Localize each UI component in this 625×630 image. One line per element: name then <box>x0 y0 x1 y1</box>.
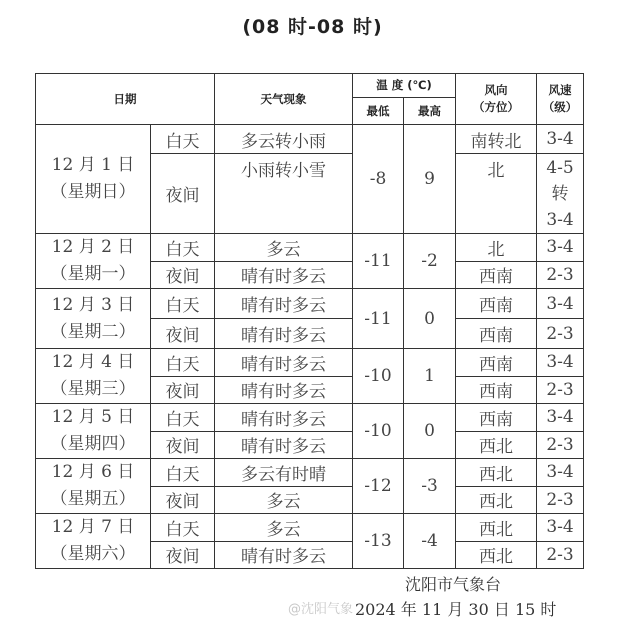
day1-night-label: 夜间 <box>151 154 215 234</box>
day1-night-wind-level-2: 转 <box>551 183 569 204</box>
day6-daytime-weather: 多云有时晴 <box>215 459 353 487</box>
day6-date-cell <box>36 459 151 514</box>
day7-night-label: 夜间 <box>151 541 215 569</box>
day7-night-weather: 晴有时多云 <box>215 541 353 569</box>
issue-time: 2024 年 11 月 30 日 15 时 <box>355 600 557 619</box>
day6-daytime-wind-direction: 西北 <box>456 459 537 487</box>
header-date: 日期 <box>36 74 215 125</box>
day4-min-temp: -10 <box>353 349 404 404</box>
day2-daytime-row <box>36 234 584 262</box>
day3-night-wind-direction: 西南 <box>456 319 537 349</box>
day5-night-wind-direction: 西北 <box>456 431 537 459</box>
day1-weekday: （星期日） <box>50 182 136 202</box>
day4-date-cell <box>36 349 151 404</box>
day5-night-wind-level: 2-3 <box>537 431 584 459</box>
day2-date-cell <box>36 234 151 289</box>
day6-min-temp: -12 <box>353 459 404 514</box>
header-wind-speed-line2: （级） <box>542 100 578 114</box>
day5-weekday: （星期四） <box>50 434 136 454</box>
day7-min-temp: -13 <box>353 514 404 569</box>
day7-daytime-weather: 多云 <box>215 514 353 542</box>
day3-daytime-wind-level: 3-4 <box>537 289 584 319</box>
day5-daytime-row <box>36 404 584 432</box>
day4-date: 12 月 4 日 <box>51 352 135 372</box>
day5-daytime-label: 白天 <box>151 404 215 432</box>
day6-daytime-label: 白天 <box>151 459 215 487</box>
day1-night-wind-level-3: 3-4 <box>546 209 574 230</box>
day1-daytime-wind-direction: 南转北 <box>456 125 537 154</box>
day5-daytime-wind-direction: 西南 <box>456 404 537 432</box>
day7-weekday: （星期六） <box>50 544 136 564</box>
day4-daytime-weather: 晴有时多云 <box>215 349 353 377</box>
day3-night-wind-level: 2-3 <box>537 319 584 349</box>
day5-max-temp: 0 <box>404 404 456 459</box>
day6-date: 12 月 6 日 <box>51 462 135 482</box>
day3-date-cell <box>36 289 151 349</box>
day3-min-temp: -11 <box>353 289 404 349</box>
header-wind-speed-line1: 风速 <box>548 83 572 97</box>
day2-min-temp: -11 <box>353 234 404 289</box>
day1-date: 12 月 1 日 <box>51 155 135 175</box>
day7-daytime-wind-level: 3-4 <box>537 514 584 542</box>
day4-max-temp: 1 <box>404 349 456 404</box>
day3-date: 12 月 3 日 <box>51 294 135 315</box>
day3-night-label: 夜间 <box>151 319 215 349</box>
day2-night-wind-direction: 西南 <box>456 261 537 289</box>
day4-night-label: 夜间 <box>151 376 215 404</box>
day5-date: 12 月 5 日 <box>51 407 135 427</box>
day2-daytime-weather: 多云 <box>215 234 353 262</box>
day2-daytime-wind-direction: 北 <box>456 234 537 262</box>
day7-daytime-label: 白天 <box>151 514 215 542</box>
day6-daytime-row <box>36 459 584 487</box>
day1-night-wind-direction: 北 <box>456 154 537 234</box>
day1-night-weather: 小雨转小雪 <box>215 154 353 234</box>
day4-daytime-wind-level: 3-4 <box>537 349 584 377</box>
day4-night-wind-direction: 西南 <box>456 376 537 404</box>
header-wind-speed <box>537 74 584 125</box>
header-temperature: 温 度 (℃) <box>353 74 456 98</box>
header-wind-direction-line2: （方位） <box>473 100 520 114</box>
header-min-temp: 最低 <box>353 98 404 125</box>
day5-daytime-weather: 晴有时多云 <box>215 404 353 432</box>
day1-daytime-label: 白天 <box>151 125 215 154</box>
forecast-period-title: (08 时-08 时) <box>242 16 383 38</box>
day3-max-temp: 0 <box>404 289 456 349</box>
day7-night-wind-direction: 西北 <box>456 541 537 569</box>
day1-night-wind-level <box>537 154 584 234</box>
day3-daytime-weather: 晴有时多云 <box>215 289 353 319</box>
day4-daytime-wind-direction: 西南 <box>456 349 537 377</box>
day2-night-weather: 晴有时多云 <box>215 261 353 289</box>
header-wind-direction <box>456 74 537 125</box>
day2-daytime-wind-level: 3-4 <box>537 234 584 262</box>
day5-min-temp: -10 <box>353 404 404 459</box>
day2-max-temp: -2 <box>404 234 456 289</box>
day2-date: 12 月 2 日 <box>51 237 135 257</box>
day6-night-wind-direction: 西北 <box>456 486 537 514</box>
day3-daytime-wind-direction: 西南 <box>456 289 537 319</box>
day6-night-wind-level: 2-3 <box>537 486 584 514</box>
issuing-organization: 沈阳市气象台 <box>405 575 502 594</box>
day4-weekday: （星期三） <box>50 379 136 399</box>
day2-weekday: （星期一） <box>50 264 136 284</box>
day6-daytime-wind-level: 3-4 <box>537 459 584 487</box>
day2-night-label: 夜间 <box>151 261 215 289</box>
day2-night-wind-level: 2-3 <box>537 261 584 289</box>
header-wind-direction-line1: 风向 <box>484 83 508 97</box>
day5-night-weather: 晴有时多云 <box>215 431 353 459</box>
day3-night-weather: 晴有时多云 <box>215 319 353 349</box>
day5-date-cell <box>36 404 151 459</box>
day4-daytime-label: 白天 <box>151 349 215 377</box>
day7-date-cell <box>36 514 151 569</box>
day7-daytime-wind-direction: 西北 <box>456 514 537 542</box>
day6-max-temp: -3 <box>404 459 456 514</box>
day3-daytime-label: 白天 <box>151 289 215 319</box>
weibo-watermark: @沈阳气象 <box>288 602 354 617</box>
day1-daytime-row <box>36 125 584 154</box>
day3-weekday: （星期二） <box>50 321 136 342</box>
day3-daytime-row <box>36 289 584 319</box>
day6-night-label: 夜间 <box>151 486 215 514</box>
forecast-table <box>35 73 584 569</box>
day5-night-label: 夜间 <box>151 431 215 459</box>
day6-weekday: （星期五） <box>50 489 136 509</box>
day6-night-weather: 多云 <box>215 486 353 514</box>
day7-night-wind-level: 2-3 <box>537 541 584 569</box>
day1-daytime-wind-level: 3-4 <box>537 125 584 154</box>
header-max-temp: 最高 <box>404 98 456 125</box>
day1-min-temp: -8 <box>353 125 404 234</box>
day4-daytime-row <box>36 349 584 377</box>
day7-max-temp: -4 <box>404 514 456 569</box>
day2-daytime-label: 白天 <box>151 234 215 262</box>
day1-max-temp: 9 <box>404 125 456 234</box>
day4-night-weather: 晴有时多云 <box>215 376 353 404</box>
day5-daytime-wind-level: 3-4 <box>537 404 584 432</box>
day1-date-cell <box>36 125 151 234</box>
day1-night-wind-level-1: 4-5 <box>546 157 574 178</box>
day1-daytime-weather: 多云转小雨 <box>215 125 353 154</box>
day7-date: 12 月 7 日 <box>51 517 135 537</box>
day4-night-wind-level: 2-3 <box>537 376 584 404</box>
day7-daytime-row <box>36 514 584 542</box>
header-weather: 天气现象 <box>215 74 353 125</box>
